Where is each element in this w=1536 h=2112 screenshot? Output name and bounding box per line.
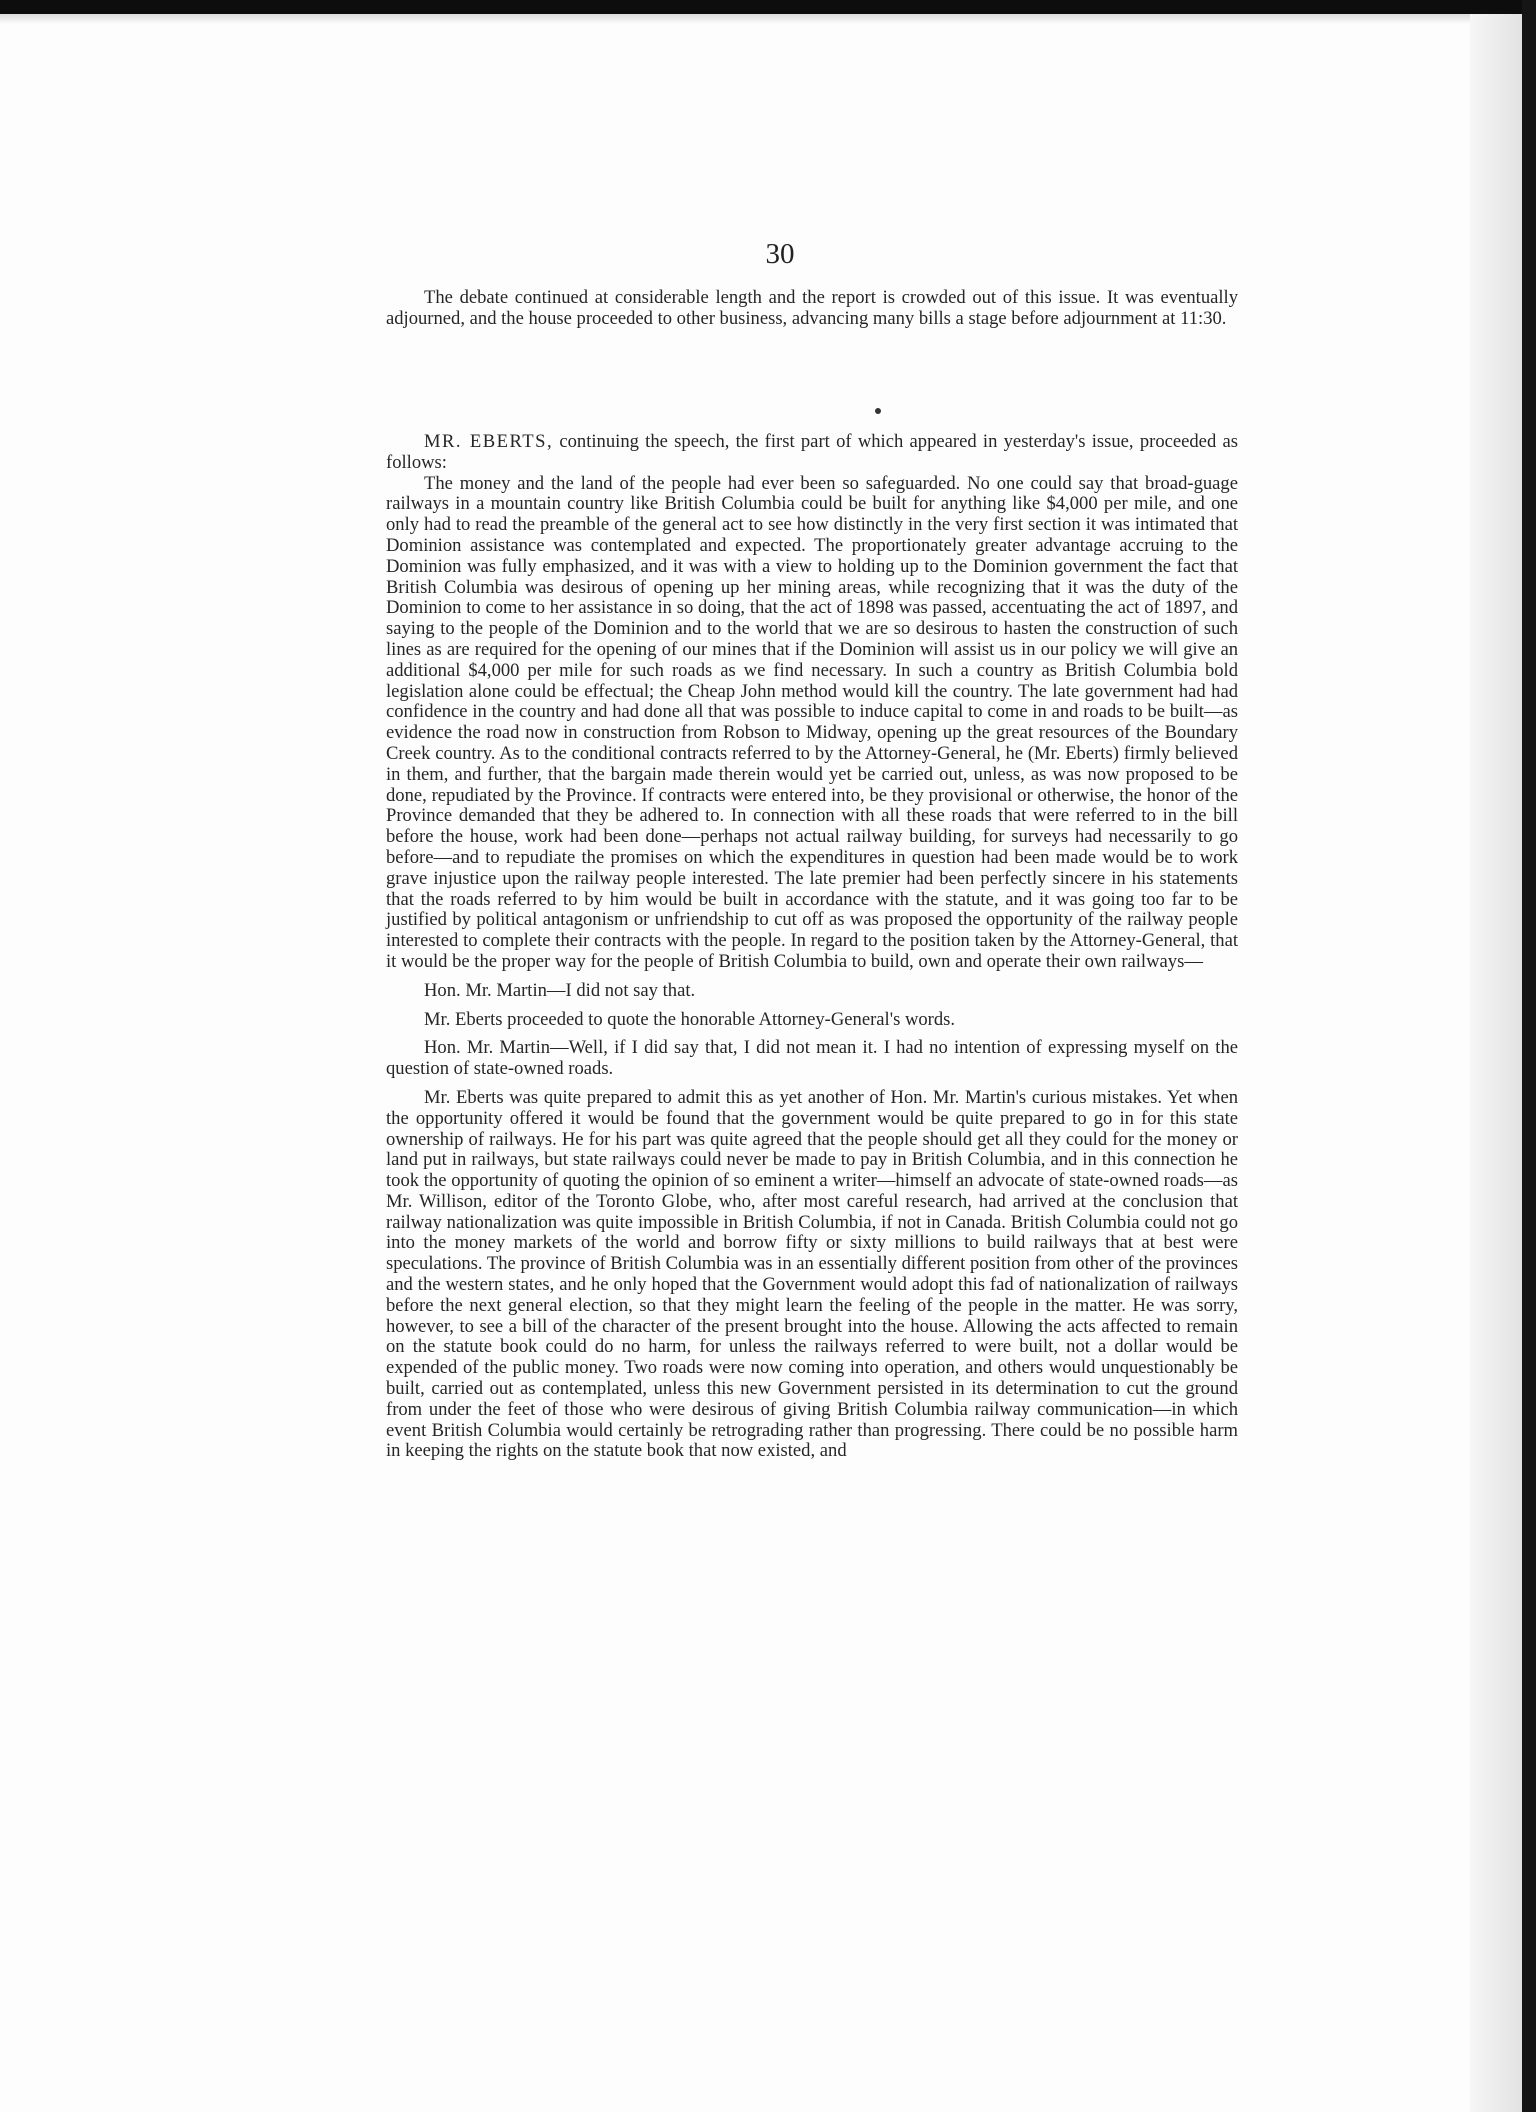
speech-paragraph: Hon. Mr. Martin—Well, if I did say that, I did not mean it. I had no intention of expressing myself on the question of state-owned roads. xyxy=(386,1037,1238,1080)
speech-paragraph: Mr. Eberts was quite prepared to admit this as yet another of Hon. Mr. Martin's curious mistakes. Yet when the opportunity offered it would be found that the government would be quite prepared to go in for this state ownership of railways. He for his part was quite agreed that the people should get all they could for the money or land put in railways, but state railways could never be made to pay in British Columbia, and in this connection he took the opportunity of quoting the opinion of so eminent a writer—himself an advocate of state-owned roads—as Mr. Willison, editor of the Toronto Globe, who, after most careful research, had arrived at the conclusion that railway nationalization was quite impossible in British Columbia, if not in Canada. British Columbia could not go into the money markets of the world and borrow fifty or sixty millions to build railways that at best were speculations. The province of British Columbia was in an essentially different position from other of the provinces and the western states, and he only hoped that the Government would adopt this fad of nationalization of railways before the next general election, so that they might learn the feeling of the people in the matter. He was sorry, however, to see a bill of the character of the present brought into the house. Allowing the acts affected to remain on the statute book could do no harm, for unless the railways referred to were built, not a dollar would be expended of the public money. Two roads were now coming into operation, and others would unquestionably be built, carried out as contemplated, unless this new Government persisted in its determination to cut the ground from under the feet of those who were desirous of giving British Columbia railway communication—in which event British Columbia would certainly be retrograding rather than progressing. There could be no possible harm in keeping the rights on the statute book that now existed, and xyxy=(386,1086,1238,1462)
speech-block xyxy=(386,432,1238,1462)
speech-intro xyxy=(386,432,1238,474)
page-number: 30 xyxy=(765,238,795,270)
scan-border-right xyxy=(1522,0,1536,2112)
speech-intro-text: continuing the speech, the first part of which appeared in yesterday's issue, proceeded as follows: xyxy=(386,431,1238,473)
speech-paragraph: Mr. Eberts proceeded to quote the honorable Attorney-General's words. xyxy=(424,1008,956,1030)
separator-dot xyxy=(875,408,881,414)
notice-paragraph: The debate continued at considerable length and the report is crowded out of this issue. It was eventually adjourned, and the house proceeded to other business, advancing many bills a stage before adjournment at 11:30. xyxy=(386,287,1238,329)
scan-shadow-top xyxy=(0,14,1470,24)
scan-shadow-right xyxy=(1470,14,1522,2112)
speech-paragraph: The money and the land of the people had ever been so safeguarded. No one could say that broad-guage railways in a mountain country like British Columbia could be built for anything like $4,000 per mile, and one only had to read the preamble of the general act to see how distinctly in the very first section it was intimated that Dominion assistance was contemplated and expected. The proportionately greater advantage accruing to the Dominion was fully emphasized, and it was with a view to holding up to the Dominion government the fact that British Columbia was desirous of opening up her mining areas, while recognizing that it was the duty of the Dominion to come to her assistance in so doing, that the act of 1898 was passed, accentuating the act of 1897, and saying to the people of the Dominion and to the world that we are so desirous to hasten the construction of such lines as are required for the opening of our mines that if the Dominion will assist us in our policy we will give an additional $4,000 per mile for such roads as we find necessary. In such a country as British Columbia bold legislation alone could be effectual; the Cheap John method would kill the country. The late government had had confidence in the country and had done all that was possible to induce capital to come in and roads to be built—as evidence the road now in construction from Robson to Midway, opening up the great resources of the Boundary Creek country. As to the conditional contracts referred to by the Attorney-General, he (Mr. Eberts) firmly believed in them, and further, that the bargain made therein would yet be carried out, unless, as was now proposed to be done, repudiated by the Province. If contracts were entered into, be they provisional or otherwise, the honor of the Province demanded that they be adhered to. In connection with all these roads that were referred to in the bill before the house, work had been done—perhaps not actual railway building, for surveys had necessarily to go before—and to repudiate the promises on which the expenditures in question had been made would be to work grave injustice upon the railway people interested. The late premier had been perfectly sincere in his statements that the roads referred to by him would be built in accordance with the statute, and it was going too far to be justified by political antagonism or unfriendship to cut off as was proposed the opportunity of the railway people interested to complete their contracts with the people. In regard to the position taken by the Attorney-General, that it would be the proper way for the people of British Columbia to build, own and operate their own railways— xyxy=(386,472,1238,972)
speaker-name: MR. EBERTS, xyxy=(424,431,554,452)
notice-block xyxy=(386,288,1238,330)
speech-paragraph: Hon. Mr. Martin—I did not say that. xyxy=(424,979,696,1001)
scan-border-top xyxy=(0,0,1536,14)
